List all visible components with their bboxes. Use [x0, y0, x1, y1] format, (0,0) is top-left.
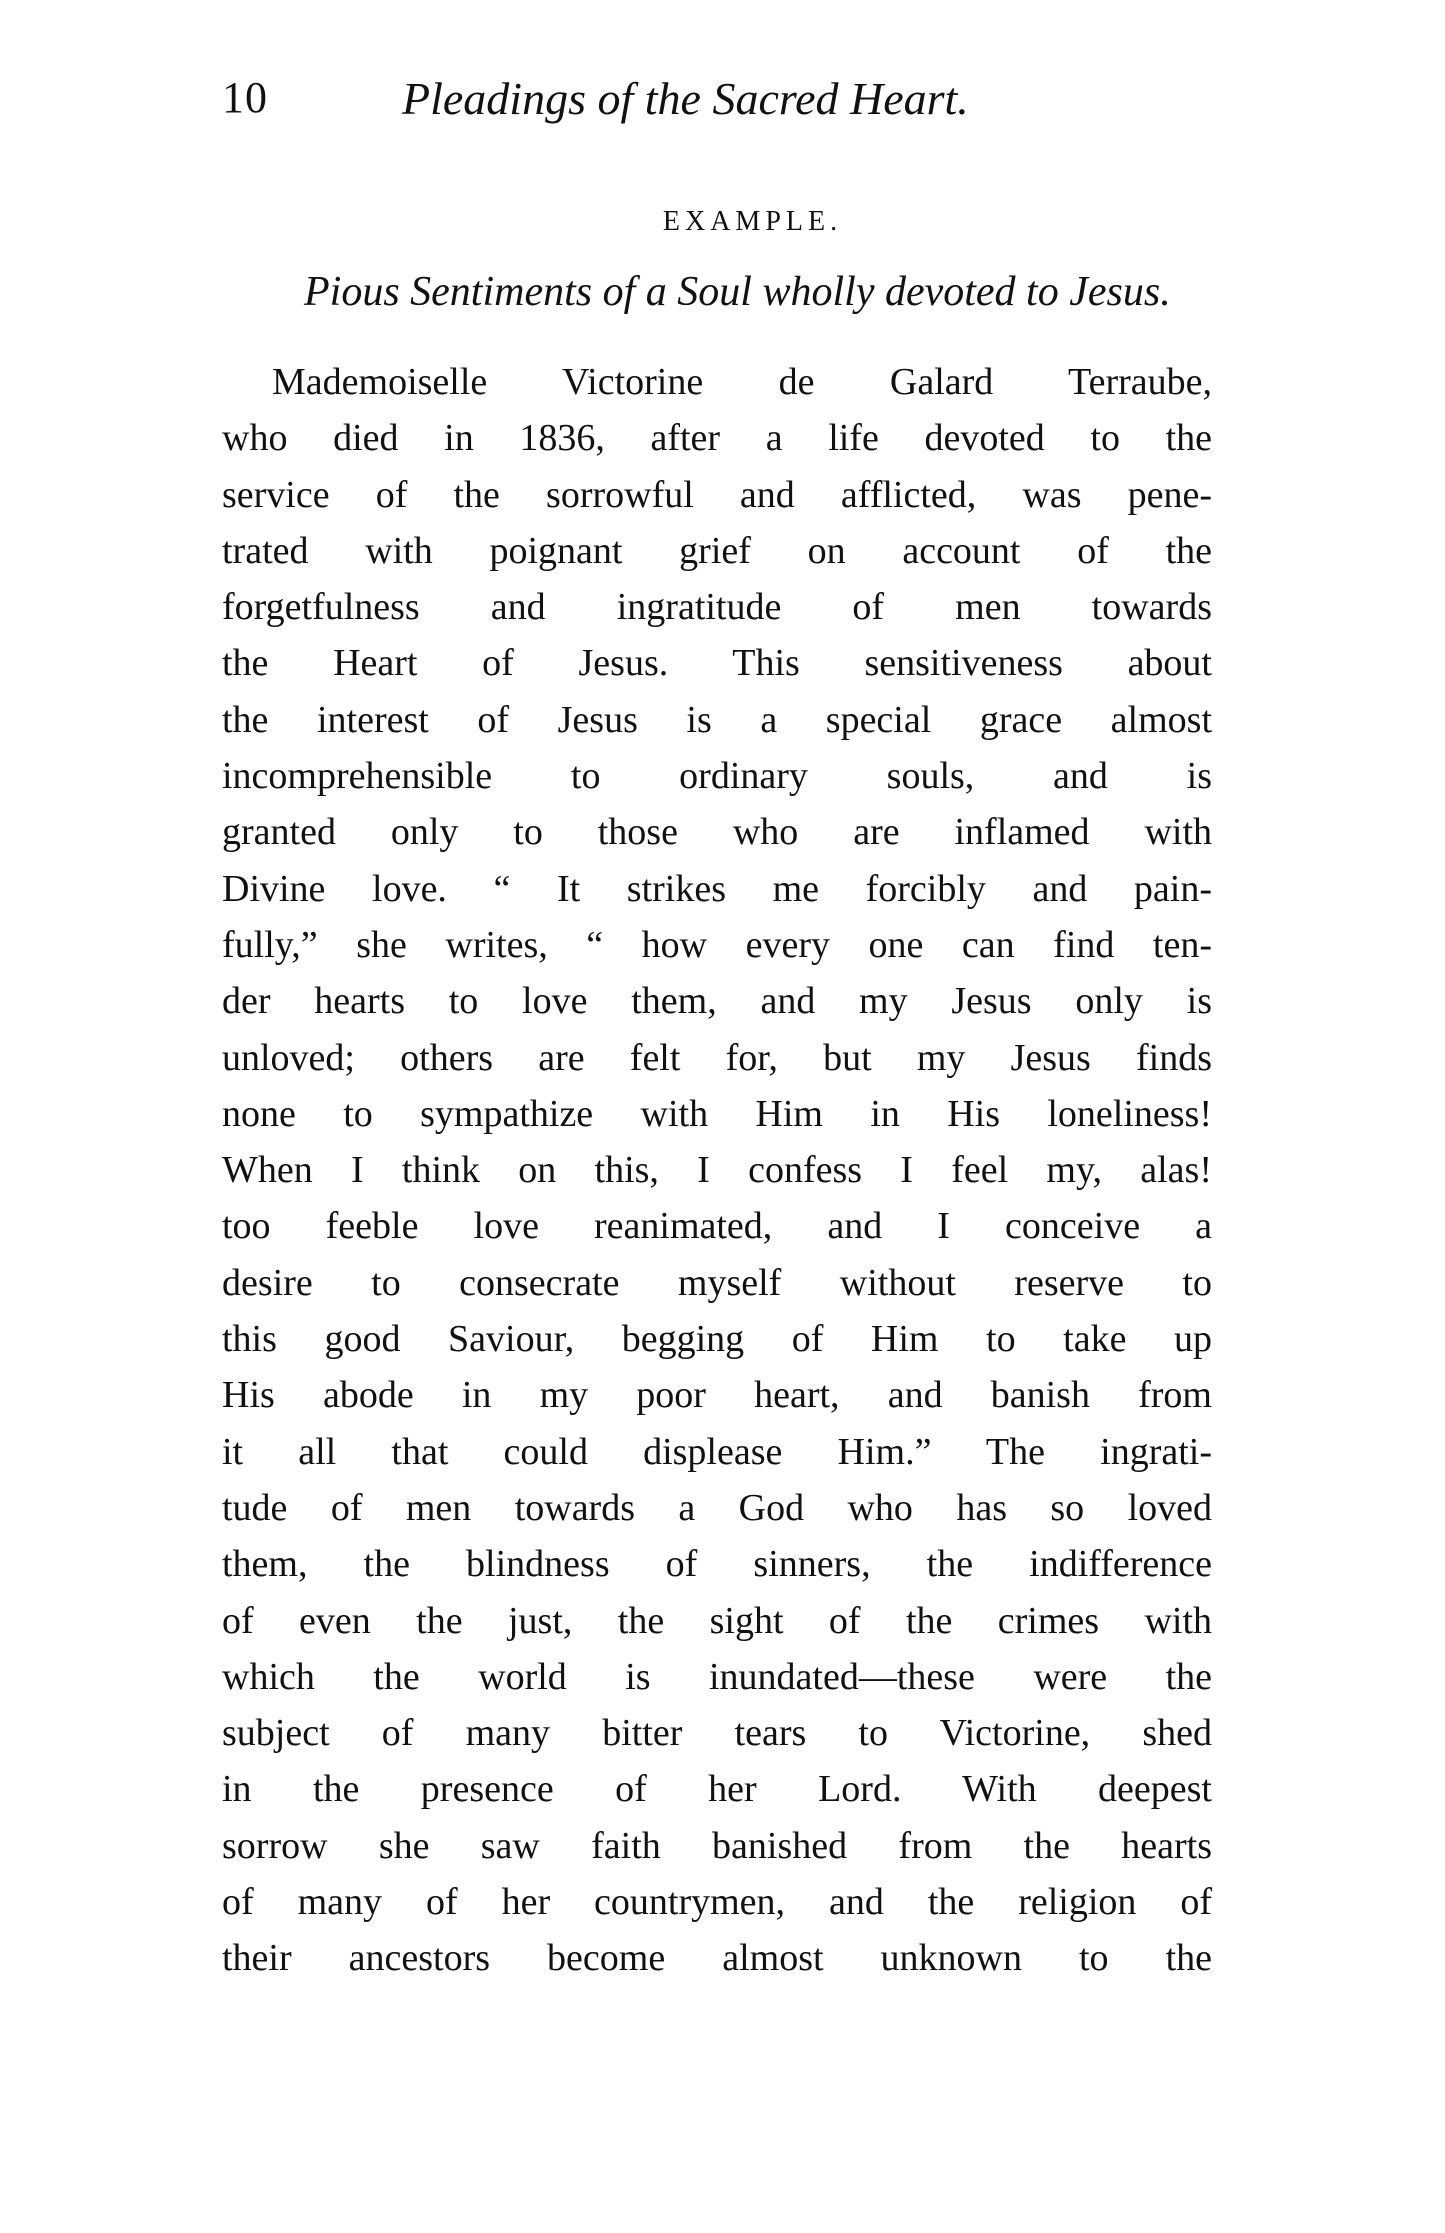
text-line: who died in 1836, after a life devoted to the	[222, 417, 1212, 460]
running-title: Pleadings of the Sacred Heart.	[402, 73, 969, 124]
text-line: forgetfulness and ingratitude of men towards	[222, 586, 1212, 629]
text-line: Divine love. “ It strikes me forcibly and pain-	[222, 867, 1212, 910]
text-line: subject of many bitter tears to Victorine, shed	[222, 1712, 1212, 1755]
text-line: When I think on this, I confess I feel my, alas!	[222, 1149, 1212, 1192]
text-line: it all that could displease Him.” The ingrati-	[222, 1430, 1212, 1473]
text-line: trated with poignant grief on account of the	[222, 529, 1212, 572]
body-paragraph	[222, 354, 1212, 1987]
page-number: 10	[222, 73, 268, 122]
text-line: too feeble love reanimated, and I conceive a	[222, 1205, 1212, 1248]
text-line: this good Saviour, begging of Him to take up	[222, 1318, 1212, 1361]
text-line: incomprehensible to ordinary souls, and is	[222, 755, 1212, 798]
text-line: service of the sorrowful and afflicted, was pene-	[222, 473, 1212, 516]
text-line: Mademoiselle Victorine de Galard Terraube,	[272, 361, 1212, 403]
text-line: unloved; others are felt for, but my Jesus finds	[222, 1036, 1212, 1079]
text-line: sorrow she saw faith banished from the hearts	[222, 1824, 1212, 1867]
text-line: tude of men towards a God who has so loved	[222, 1486, 1212, 1529]
text-line: of even the just, the sight of the crimes with	[222, 1599, 1212, 1642]
text-line: none to sympathize with Him in His loneliness!	[222, 1092, 1212, 1135]
text-line: in the presence of her Lord. With deepest	[222, 1768, 1212, 1811]
text-line: desire to consecrate myself without reserve to	[222, 1261, 1212, 1304]
text-line: der hearts to love them, and my Jesus only is	[222, 980, 1212, 1023]
text-line: fully,” she writes, “ how every one can find ten-	[222, 923, 1212, 966]
text-line: which the world is inundated—these were the	[222, 1655, 1212, 1698]
text-line: them, the blindness of sinners, the indifference	[222, 1543, 1212, 1586]
text-line: of many of her countrymen, and the religion of	[222, 1881, 1212, 1924]
section-subheading: Pious Sentiments of a Soul wholly devoted to Jesus.	[304, 269, 1171, 315]
text-line: granted only to those who are inflamed with	[222, 811, 1212, 854]
text-line: the Heart of Jesus. This sensitiveness about	[222, 642, 1212, 685]
section-heading: EXAMPLE.	[662, 206, 843, 237]
text-line: their ancestors become almost unknown to the	[222, 1937, 1212, 1980]
text-line: the interest of Jesus is a special grace almost	[222, 698, 1212, 741]
running-head	[222, 72, 1222, 132]
text-line: His abode in my poor heart, and banish from	[222, 1374, 1212, 1417]
